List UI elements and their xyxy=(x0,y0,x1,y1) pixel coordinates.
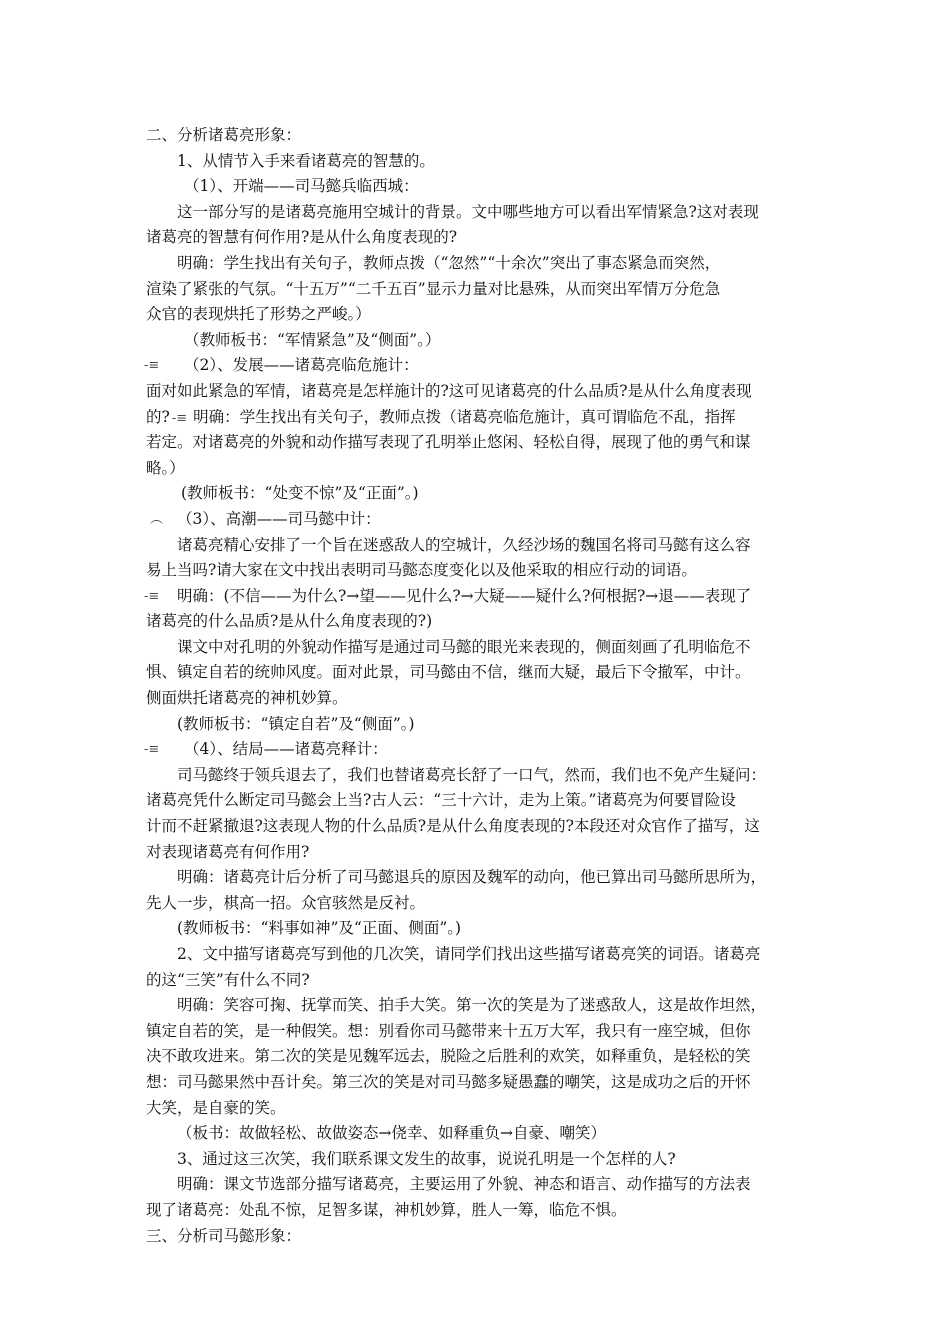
paragraph-line: 明确：课文节选部分描写诸葛亮，主要运用了外貌、神态和语言、动作描写的方法表 xyxy=(177,1175,751,1194)
paragraph-line: 大笑，是自豪的笑。 xyxy=(146,1098,286,1117)
paragraph-line: 诸葛亮的什么品质?是从什么角度表现的?) xyxy=(146,612,433,631)
paragraph-line: 诸葛亮的智慧有何作用?是从什么角度表现的? xyxy=(146,228,458,247)
paragraph-line: 惧、镇定自若的统帅风度。面对此景，司马懿由不信，继而大疑，最后下令撤军，中计。 xyxy=(146,663,751,682)
paragraph-line: 现了诸葛亮：处乱不惊，足智多谋，神机妙算，胜人一筹，临危不惧。 xyxy=(146,1200,627,1219)
paragraph-line: 计而不赶紧撤退?这表现人物的什么品质?是从什么角度表现的?本段还对众官作了描写，这 xyxy=(146,817,760,836)
section-heading: 二、分析诸葛亮形象： xyxy=(146,126,302,144)
part-heading: （3）、高潮——司马懿中计： xyxy=(177,509,381,528)
subsection-heading: 1、从情节入手来看诸葛亮的智慧的。 xyxy=(177,151,435,170)
paragraph-text: 的? xyxy=(146,407,170,426)
paragraph-line: 这一部分写的是诸葛亮施用空城计的背景。文中哪些地方可以看出军情紧急?这对表现 xyxy=(177,202,759,221)
board-note: （板书：故做轻松、故做姿态→侥幸、如释重负→自豪、嘲笑） xyxy=(177,1124,606,1143)
paragraph-line: 易上当吗?请大家在文中找出表明司马懿态度变化以及他采取的相应行动的词语。 xyxy=(146,561,697,580)
paragraph-line: 渲染了紧张的气氛。“十五万”“二千五百”显示力量对比悬殊，从而突出军情万分危急 xyxy=(146,279,721,298)
stray-mark: -≡ xyxy=(144,742,160,758)
paragraph-line: 略。） xyxy=(146,458,185,477)
paragraph-line: 侧面烘托诸葛亮的神机妙算。 xyxy=(146,689,348,708)
part-heading-row xyxy=(146,737,808,763)
paragraph-line: 的这“三笑”有什么不同? xyxy=(146,970,310,989)
paragraph-line: 司马懿终于领兵退去了，我们也替诸葛亮长舒了一口气，然而，我们也不免产生疑问： xyxy=(177,765,767,784)
paragraph-line: 面对如此紧急的军情，诸葛亮是怎样施计的?这可见诸葛亮的什么品质?是从什么角度表现 xyxy=(146,381,752,400)
subsection-heading: 3、通过这三次笑，我们联系课文发生的故事，说说孔明是一个怎样的人? xyxy=(177,1149,676,1168)
paragraph-line: 先人一步，棋高一招。众官骇然是反衬。 xyxy=(146,893,426,912)
subsection-heading: 2、文中描写诸葛亮写到他的几次笑，请同学们找出这些描写诸葛亮笑的词语。诸葛亮 xyxy=(177,945,761,963)
paragraph-line: 诸葛亮精心安排了一个旨在迷惑敌人的空城计，久经沙场的魏国名将司马懿有这么容 xyxy=(177,535,751,554)
paragraph-line: 想：司马懿果然中吾计矣。第三次的笑是对司马懿多疑愚蠢的嘲笑，这是成功之后的开怀 xyxy=(146,1072,751,1091)
part-heading-row xyxy=(146,353,808,379)
paragraph-text: 明确：学生找出有关句子，教师点拨（诸葛亮临危施计，真可谓临危不乱，指挥 xyxy=(193,407,736,426)
part-heading: （1）、开端——司马懿兵临西城： xyxy=(184,177,419,196)
paragraph-line: 镇定自若的笑，是一种假笑。想：别看你司马懿带来十五万大军，我只有一座空城，但你 xyxy=(146,1021,751,1040)
part-heading: （4）、结局——诸葛亮释计： xyxy=(184,740,388,759)
paragraph-line: 明确：学生找出有关句子，教师点拨（“忽然”“十余次”突出了事态紧急而突然， xyxy=(177,253,721,272)
board-note: (教师板书：“料事如神”及“正面、侧面”。) xyxy=(177,919,462,938)
paragraph-line: 若定。对诸葛亮的外貌和动作描写表现了孔明举止悠闲、轻松自得，展现了他的勇气和谋 xyxy=(146,433,751,452)
paragraph-line-row xyxy=(146,584,808,610)
paragraph-line: 课文中对孔明的外貌动作描写是通过司马懿的眼光来表现的，侧面刻画了孔明临危不 xyxy=(177,637,751,656)
paragraph-line: 明确：笑容可掬、抚掌而笑、拍手大笑。第一次的笑是为了迷惑敌人，这是故作坦然， xyxy=(177,996,767,1015)
stray-mark: -≡ xyxy=(171,410,188,426)
paragraph-line: 决不敢攻进来。第二次的笑是见魏军远去，脱险之后胜利的欢笑，如释重负，是轻松的笑 xyxy=(146,1047,751,1066)
paragraph-line: 对表现诸葛亮有何作用? xyxy=(146,842,310,861)
stray-mark: -≡ xyxy=(144,358,160,374)
paragraph-line: 明确：诸葛亮计后分析了司马懿退兵的原因及魏军的动向，他已算出司马懿所思所为， xyxy=(177,868,767,887)
board-note: (教师板书：“处变不惊”及“正面”。) xyxy=(181,484,419,503)
stray-mark: ︵ xyxy=(150,511,164,527)
paragraph-line-row xyxy=(146,405,808,431)
paragraph-line: 众官的表现烘托了形势之严峻。） xyxy=(146,305,371,324)
board-note: （教师板书：“军情紧急”及“侧面”。） xyxy=(184,330,441,349)
board-note: (教师板书：“镇定自若”及“侧面”。) xyxy=(177,714,415,733)
part-heading-row xyxy=(146,507,808,533)
paragraph-text: 明确：(不信——为什么?→望——见什么?→大疑——疑什么?何根据?→退——表现了 xyxy=(177,586,752,605)
part-heading: （2）、发展——诸葛亮临危施计： xyxy=(184,356,419,375)
section-heading: 三、分析司马懿形象： xyxy=(146,1226,302,1245)
stray-mark: -≡ xyxy=(144,588,160,604)
paragraph-line: 诸葛亮凭什么断定司马懿会上当?古人云：“三十六计，走为上策。”诸葛亮为何要冒险设 xyxy=(146,791,736,810)
document-body xyxy=(146,123,808,1249)
